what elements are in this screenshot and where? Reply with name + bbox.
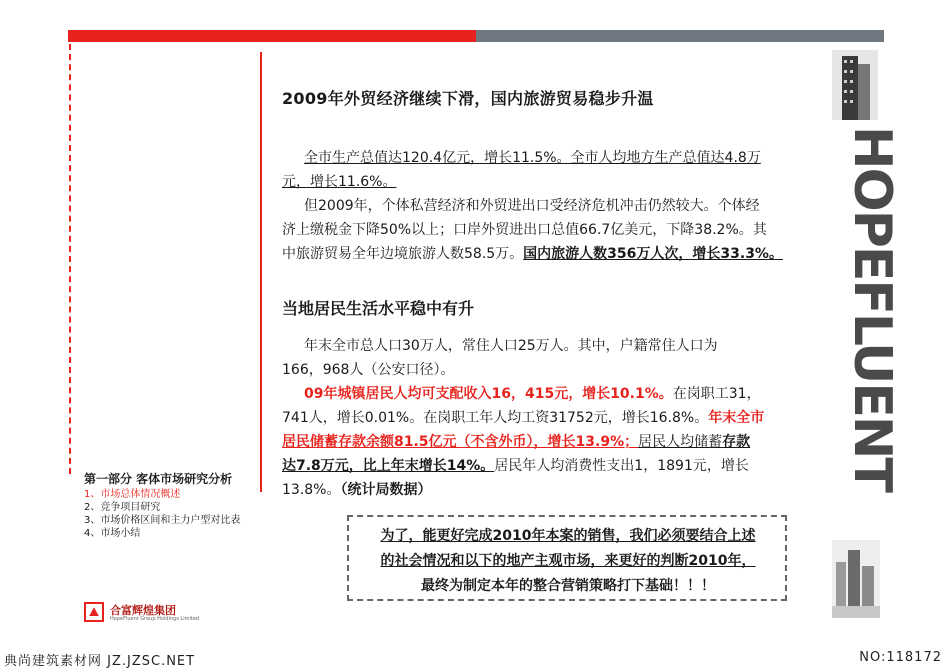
- income-highlight: 09年城镇居民人均可支配收入16，415元，增长10.1%。: [304, 386, 673, 402]
- gdp-line: 全市生产总值达120.4亿元，增长11.5%。全市人均地方生产总值达4.8万: [304, 150, 761, 166]
- company-logo: [84, 602, 244, 626]
- header-bar-red: [68, 30, 476, 42]
- conclusion-line-3: 最终为制定本年的整合营销策略打下基础！！！: [421, 578, 715, 594]
- wage-line: 741人，增长0.01%。在岗职工年人均工资31752元，增长16.8%。: [282, 410, 709, 426]
- section1-title: 2009年外贸经济继续下滑，国内旅游贸易稳步升温: [282, 89, 654, 108]
- trade-line: 但2009年，个体私营经济和外贸进出口受经济危机冲击仍然较大。个体经: [304, 198, 760, 214]
- left-dashed-border: [69, 44, 71, 474]
- consumption-line: 居民年人均消费性支出1，1891元，增长: [494, 458, 749, 474]
- toc-item-overview[interactable]: 1、市场总体情况概述: [84, 489, 181, 500]
- conclusion-line-2: 的社会情况和以下的地产主观市场，来更好的判断2010年，: [380, 553, 756, 569]
- toc-item-competitors[interactable]: 2、竞争项目研究: [84, 502, 161, 513]
- population-line-2: 166，968人（公安口径）。: [282, 362, 455, 378]
- section1-body: [282, 146, 822, 266]
- conclusion-text: [356, 524, 780, 599]
- savings-highlight-start: 年末全市: [708, 410, 765, 426]
- divider-line: [260, 52, 262, 492]
- toc-item-price-range[interactable]: 3、市场价格区间和主力户型对比表: [84, 515, 241, 526]
- building-image-icon: [832, 540, 880, 618]
- income-line: 在岗职工31，: [672, 386, 761, 402]
- tourism-highlight: 国内旅游人数356万人次，增长33.3%。: [523, 246, 783, 262]
- gdp-line-cont: 元，增长11.6%。: [282, 174, 397, 190]
- footer-watermark: 典尚建筑素材网 JZ.JZSC.NET: [4, 654, 196, 669]
- toc-item-summary[interactable]: 4、市场小结: [84, 528, 141, 539]
- per-capita-bold: 存款: [722, 434, 751, 450]
- logo-subtitle: HopeFluent Group Holdings Limited: [110, 616, 200, 622]
- population-line: 年末全市总人口30万人，常住人口25万人。其中，户籍常住人口为: [304, 338, 718, 354]
- consumption-value: 13.8%。: [282, 482, 341, 498]
- section2-body: [282, 334, 822, 502]
- savings-highlight: 居民储蓄存款余额81.5亿元（不含外币），增长13.9%；: [282, 434, 639, 450]
- toc-heading: 第一部分 客体市场研究分析: [84, 472, 233, 486]
- tourism-line: 中旅游贸易全年边境旅游人数58.5万。: [282, 246, 524, 262]
- logo-name: 合富辉煌集团: [110, 604, 176, 617]
- section2-title: 当地居民生活水平稳中有升: [282, 299, 475, 318]
- data-source: （统计局数据）: [340, 482, 432, 498]
- per-capita-line: 居民人均储蓄: [638, 434, 723, 450]
- per-capita-value: 达7.8万元，比上年末增长14%。: [282, 458, 495, 474]
- footer-id: NO:118172: [859, 650, 942, 665]
- table-of-contents: [84, 473, 262, 540]
- brand-logo-text: HOPEFLUENT: [842, 126, 902, 491]
- brand-logo-vertical: [826, 120, 902, 540]
- conclusion-line-1: 为了，能更好完成2010年本案的销售，我们必须要结合上述: [380, 528, 756, 544]
- logo-mark-icon: [84, 602, 104, 622]
- header-bar-gray: [476, 30, 884, 42]
- trade-line-2: 济上缴税金下降50%以上；口岸外贸进出口总值66.7亿美元，下降38.2%。其: [282, 222, 767, 238]
- tower-image-icon: [832, 50, 878, 120]
